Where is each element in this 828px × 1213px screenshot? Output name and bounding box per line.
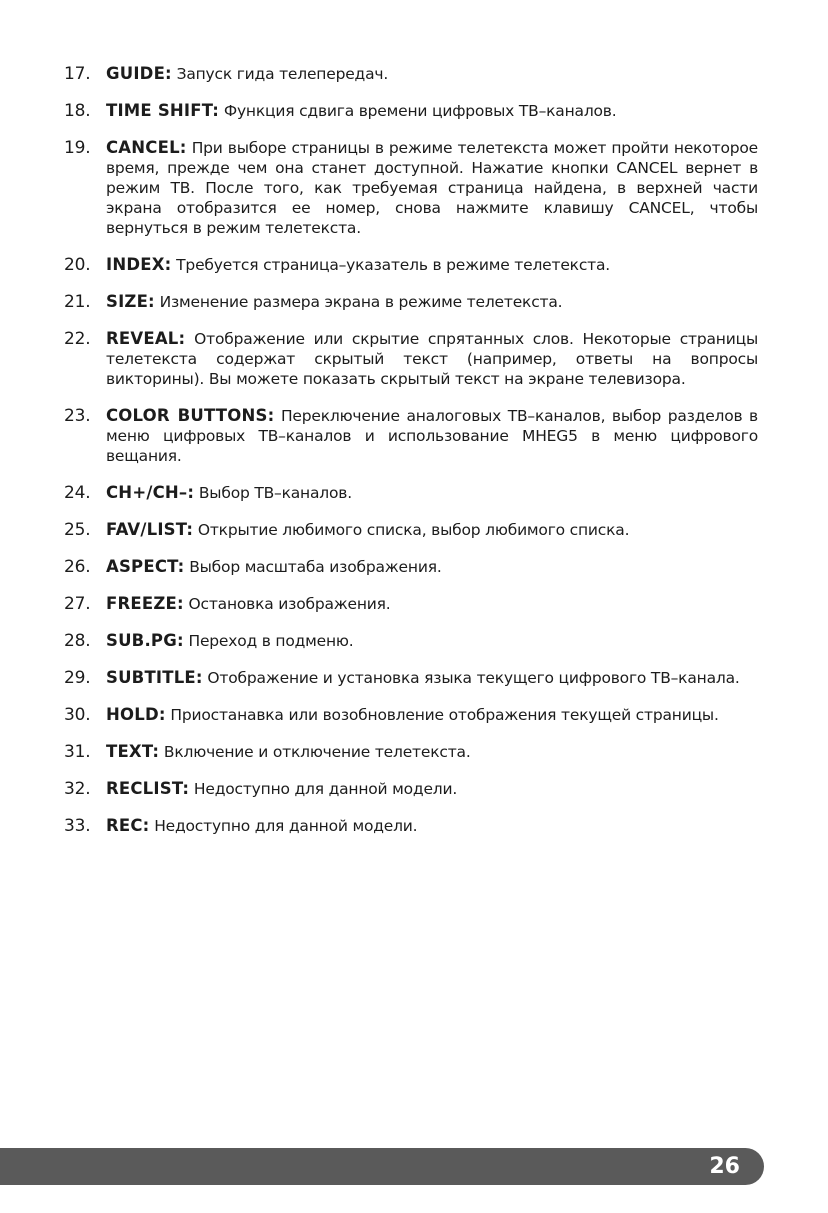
item-text: Требуется страница–указатель в режиме телетекста. bbox=[171, 256, 611, 274]
list-item bbox=[64, 816, 758, 836]
item-text: Включение и отключение телетекста. bbox=[159, 743, 471, 761]
list-item bbox=[64, 64, 758, 84]
item-number: 30. bbox=[64, 705, 91, 725]
item-text: Недоступно для данной модели. bbox=[189, 780, 458, 798]
item-text: Переключение аналоговых ТВ–каналов, выбор разделов в меню цифровых ТВ–каналов и использование MHEG5 в меню цифрового вещания. bbox=[106, 407, 758, 465]
item-number: 33. bbox=[64, 816, 91, 836]
item-number: 23. bbox=[64, 406, 91, 426]
item-number: 32. bbox=[64, 779, 91, 799]
item-key: SUBTITLE: bbox=[106, 668, 203, 687]
item-key: SIZE: bbox=[106, 292, 155, 311]
item-number: 21. bbox=[64, 292, 91, 312]
item-key: RECLIST: bbox=[106, 779, 190, 798]
list-item bbox=[64, 406, 758, 466]
item-number: 31. bbox=[64, 742, 91, 762]
item-text: Выбор масштаба изображения. bbox=[184, 558, 442, 576]
item-text: Функция сдвига времени цифровых ТВ–каналов. bbox=[219, 102, 617, 120]
list-item bbox=[64, 101, 758, 121]
list-item bbox=[64, 742, 758, 762]
item-key: REC: bbox=[106, 816, 150, 835]
item-text: Запуск гида телепередач. bbox=[171, 65, 389, 83]
item-number: 19. bbox=[64, 138, 91, 158]
item-key: REVEAL: bbox=[106, 329, 186, 348]
item-number: 26. bbox=[64, 557, 91, 577]
item-key: FAV/LIST: bbox=[106, 520, 194, 539]
list-item bbox=[64, 668, 758, 688]
list-item bbox=[64, 631, 758, 651]
item-key: HOLD: bbox=[106, 705, 166, 724]
item-key: TEXT: bbox=[106, 742, 160, 761]
item-number: 22. bbox=[64, 329, 91, 349]
item-key: INDEX: bbox=[106, 255, 172, 274]
item-key: COLOR BUTTONS: bbox=[106, 406, 275, 425]
item-number: 27. bbox=[64, 594, 91, 614]
item-key: ASPECT: bbox=[106, 557, 185, 576]
item-number: 17. bbox=[64, 64, 91, 84]
item-text: Приостанавка или возобновление отображения текущей страницы. bbox=[165, 706, 719, 724]
item-number: 24. bbox=[64, 483, 91, 503]
item-number: 29. bbox=[64, 668, 91, 688]
item-text: Переход в подменю. bbox=[183, 632, 354, 650]
button-description-list bbox=[64, 64, 758, 853]
list-item bbox=[64, 520, 758, 540]
list-item bbox=[64, 292, 758, 312]
item-number: 20. bbox=[64, 255, 91, 275]
item-key: CH+/CH–: bbox=[106, 483, 195, 502]
item-text: Изменение размера экрана в режиме телетекста. bbox=[154, 293, 563, 311]
list-item bbox=[64, 557, 758, 577]
item-text: Недоступно для данной модели. bbox=[149, 817, 418, 835]
item-number: 28. bbox=[64, 631, 91, 651]
item-text: Отображение и установка языка текущего цифрового ТВ–канала. bbox=[202, 669, 740, 687]
list-item bbox=[64, 255, 758, 275]
item-key: SUB.PG: bbox=[106, 631, 184, 650]
item-key: CANCEL: bbox=[106, 138, 187, 157]
item-number: 25. bbox=[64, 520, 91, 540]
footer-bar bbox=[0, 1148, 764, 1185]
item-text: Выбор ТВ–каналов. bbox=[194, 484, 352, 502]
item-text: Открытие любимого списка, выбор любимого списка. bbox=[193, 521, 630, 539]
item-key: FREEZE: bbox=[106, 594, 184, 613]
list-item bbox=[64, 779, 758, 799]
list-item bbox=[64, 329, 758, 389]
list-item bbox=[64, 705, 758, 725]
page-number: 26 bbox=[709, 1154, 740, 1179]
list-item bbox=[64, 594, 758, 614]
list-item bbox=[64, 483, 758, 503]
item-number: 18. bbox=[64, 101, 91, 121]
item-text: Отображение или скрытие спрятанных слов. Некоторые страницы телетекста содержат скрытый текст (например, ответы на вопросы викторины). Вы можете показать скрытый текст на экране телевизора. bbox=[106, 330, 758, 388]
list-item bbox=[64, 138, 758, 238]
item-key: TIME SHIFT: bbox=[106, 101, 220, 120]
item-key: GUIDE: bbox=[106, 64, 172, 83]
item-text: Остановка изображения. bbox=[183, 595, 391, 613]
item-text: При выборе страницы в режиме телетекста может пройти некоторое время, прежде чем она станет доступной. Нажатие кнопки CANCEL вернет в режим ТВ. После того, как требуемая страница найдена, в верхней части экрана отобразится ее номер, снова нажмите клавишу CANCEL, чтобы вернуться в режим телетекста. bbox=[106, 139, 758, 237]
